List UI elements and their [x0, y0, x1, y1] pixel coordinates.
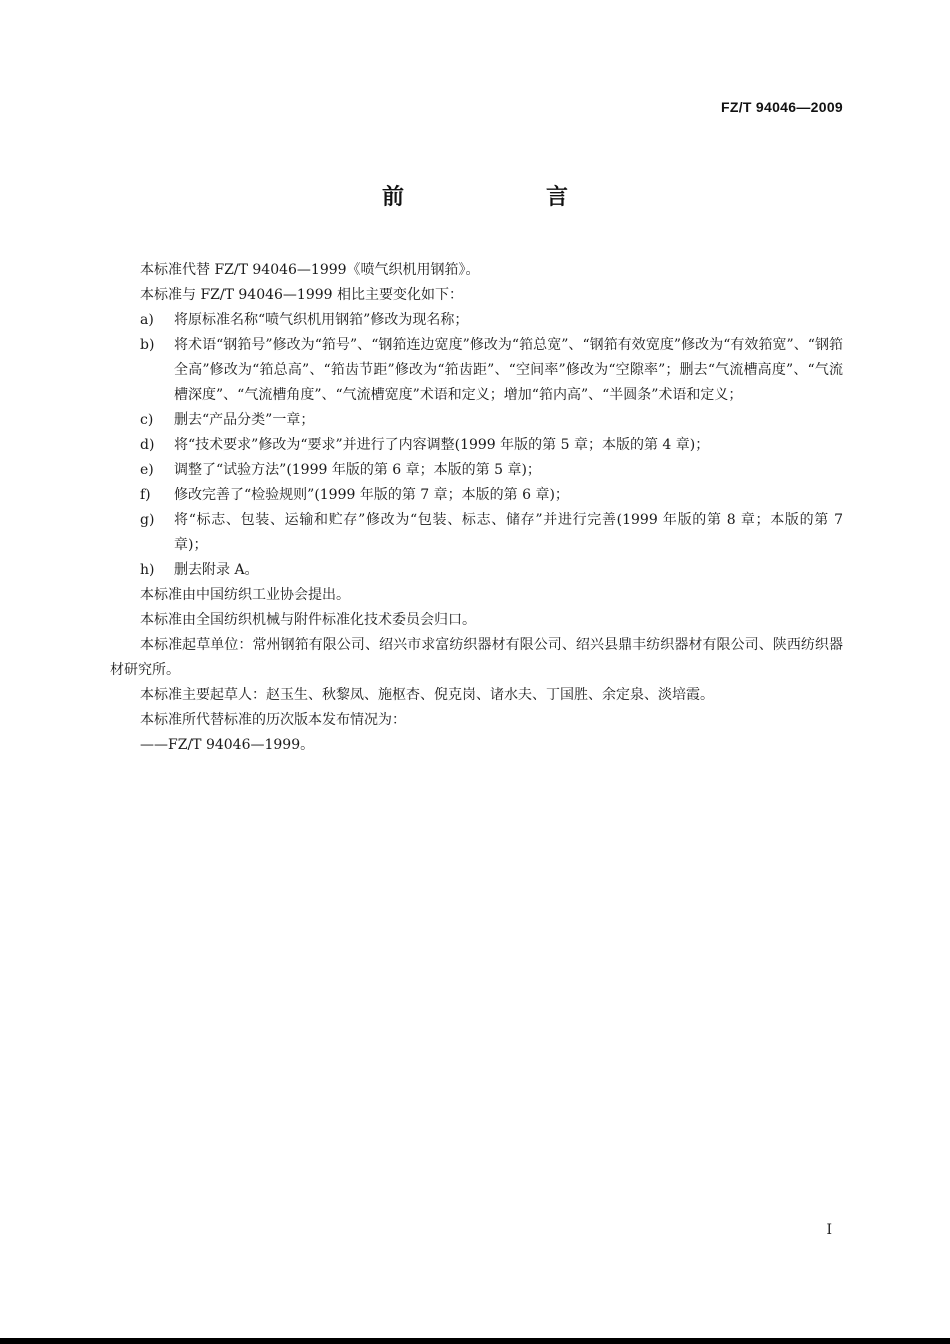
- list-item-text: 将“标志、包装、运输和贮存”修改为“包装、标志、储存”并进行完善(1999 年版的第 8 章；本版的第 7 章)；: [174, 512, 843, 553]
- list-marker: e): [140, 462, 154, 478]
- paragraph: 本标准由中国纺织工业协会提出。: [140, 587, 350, 603]
- list-item: [110, 433, 843, 458]
- list-marker: h): [140, 562, 155, 578]
- list-marker: f): [140, 487, 151, 503]
- list-item: [110, 483, 843, 508]
- list-marker: a): [140, 312, 154, 328]
- list-item: [110, 508, 843, 558]
- list-item-text: 将原标准名称“喷气织机用钢筘”修改为现名称；: [174, 312, 469, 328]
- paragraph: 本标准代替 FZ/T 94046—1999《喷气织机用钢筘》。: [140, 262, 480, 278]
- list-item: [110, 558, 843, 583]
- standard-code: FZ/T 94046—2009: [720, 99, 843, 115]
- paragraph: ——FZ/T 94046—1999。: [140, 737, 315, 753]
- paragraph: 本标准由全国纺织机械与附件标准化技术委员会归口。: [140, 612, 476, 628]
- list-marker: d): [140, 437, 155, 453]
- list-marker: g): [140, 512, 155, 528]
- list-item: [110, 333, 843, 408]
- paragraph: 本标准所代替标准的历次版本发布情况为：: [140, 712, 406, 728]
- list-item: [110, 458, 843, 483]
- list-item-text: 将“技术要求”修改为“要求”并进行了内容调整(1999 年版的第 5 章；本版的第 4 章)；: [174, 437, 710, 453]
- list-marker: b): [140, 337, 155, 353]
- list-item-text: 删去“产品分类”一章；: [174, 412, 315, 428]
- list-item: [110, 408, 843, 433]
- list-item-text: 调整了“试验方法”(1999 年版的第 6 章；本版的第 5 章)；: [174, 462, 541, 478]
- list-item-text: 修改完善了“检验规则”(1999 年版的第 7 章；本版的第 6 章)；: [174, 487, 569, 503]
- paragraph: 本标准与 FZ/T 94046—1999 相比主要变化如下：: [140, 287, 464, 303]
- page-number: I: [826, 1222, 832, 1238]
- paragraph: 本标准主要起草人：赵玉生、秋黎凤、施枢杏、倪克岗、诸水夫、丁国胜、余定泉、淡培霞。: [140, 687, 714, 703]
- list-item-text: 删去附录 A。: [174, 562, 259, 578]
- paragraph: 本标准起草单位：常州钢筘有限公司、绍兴市求富纺织器材有限公司、绍兴县鼎丰纺织器材有限公司、陕西纺织器材研究所。: [110, 637, 843, 678]
- list-item: [110, 308, 843, 333]
- list-item-text: 将术语“钢筘号”修改为“筘号”、“钢筘连边宽度”修改为“筘总宽”、“钢筘有效宽度”修改为“有效筘宽”、“钢筘全高”修改为“筘总高”、“筘齿节距”修改为“筘齿距”、“空间率”修改为“空隙率”；删去“气流槽高度”、“气流槽深度”、“气流槽角度”、“气流槽宽度”术语和定义；增加“筘内高”、“半圆条”术语和定义；: [174, 337, 843, 403]
- page-title: 前 言: [381, 185, 628, 210]
- list-marker: c): [140, 412, 154, 428]
- bottom-edge-bar: [0, 1338, 950, 1344]
- foreword-body: [110, 258, 843, 758]
